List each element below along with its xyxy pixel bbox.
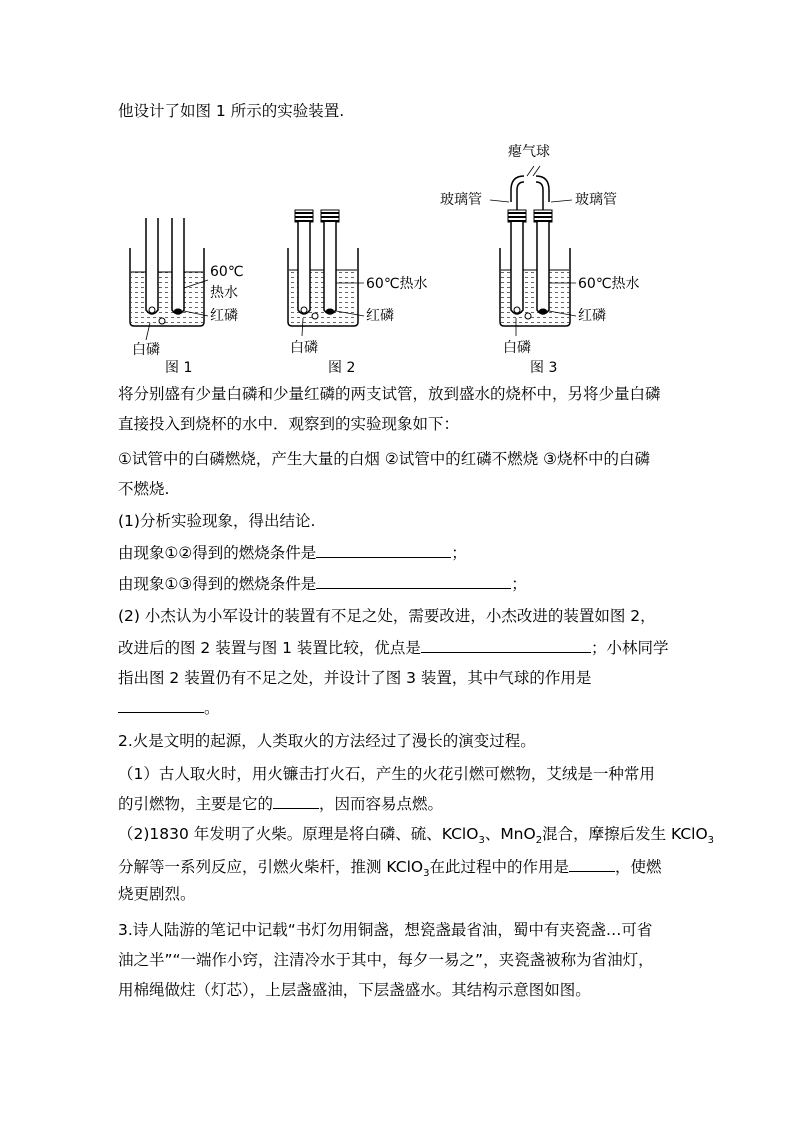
item-2-q2-line3: 烧更剧烈。 xyxy=(118,885,196,903)
subscript: 3 xyxy=(423,868,430,880)
item-3-line3: 用棉绳做炷（灯芯），上层盏盛油，下层盏盛水。其结构示意图如图。 xyxy=(118,981,591,999)
q2-advantage-text: 改进后的图 2 装置与图 1 装置比较，优点是 xyxy=(118,639,421,657)
fig3-caption: 图 3 xyxy=(530,360,558,376)
figure-3 xyxy=(440,144,640,376)
question-2-line4 xyxy=(118,697,220,718)
item-2-q1-line2 xyxy=(118,793,443,814)
item2-q2-text-a: （2)1830 年发明了火柴。原理是将白磷、硫、KClO xyxy=(118,825,479,843)
question-2-line1: (2) 小杰认为小军设计的装置有不足之处，需要改进，小杰改进的装置如图 2， xyxy=(118,607,656,625)
figure-1 xyxy=(130,218,244,376)
fig3-glass-tube-right-label: 玻璃管 xyxy=(575,192,617,208)
fig1-caption: 图 1 xyxy=(165,360,193,376)
fig2-caption: 图 2 xyxy=(328,360,356,376)
fig2-red-p-label: 红磷 xyxy=(366,308,394,324)
fig3-red-p-label: 红磷 xyxy=(578,308,606,324)
item2-q1-suffix: ，因而容易点燃。 xyxy=(319,795,444,813)
fig2-hot-water-label: 60℃热水 xyxy=(366,276,428,292)
q1a-suffix: ； xyxy=(451,544,467,562)
phenomena-line2: 不燃烧. xyxy=(118,480,170,498)
para1-line1: 将分别盛有少量白磷和少量红磷的两支试管，放到盛水的烧杯中，另将少量白磷 xyxy=(118,385,661,403)
question-2-line2 xyxy=(118,637,668,658)
q1b-suffix: ； xyxy=(511,575,527,593)
question-1b xyxy=(118,573,527,594)
item2-q2-text-d: 分解等一系列反应，引燃火柴杆，推测 KClO xyxy=(118,858,424,876)
answer-blank-item2-q2[interactable] xyxy=(569,856,615,872)
apparatus-diagram xyxy=(110,140,690,380)
fig1-red-p-label: 红磷 xyxy=(210,308,238,324)
question-1a xyxy=(118,542,467,563)
subscript: 3 xyxy=(478,835,485,847)
item2-q1-prefix: 的引燃物，主要是它的 xyxy=(118,795,274,813)
q1a-text: 由现象①②得到的燃烧条件是 xyxy=(118,544,317,562)
q2-line2-suffix: ；小林同学 xyxy=(590,639,669,657)
fig1-white-p-label: 白磷 xyxy=(132,342,160,358)
item-2-q2-line1 xyxy=(118,824,715,847)
fig3-glass-tube-left-label: 玻璃管 xyxy=(440,192,482,208)
item-3-line1: 3.诗人陆游的笔记中记载“书灯勿用铜盏，想瓷盏最省油，蜀中有夹瓷盏…可省 xyxy=(118,921,653,939)
fig1-temp-label: 60℃ xyxy=(210,264,244,280)
item-3-line2: 油之半”“一端作小窍，注清冷水于其中，每夕一易之”，夹瓷盏被称为省油灯， xyxy=(118,951,654,969)
item-2-q2-line2 xyxy=(118,856,662,880)
item2-q2-text-f: ，使燃 xyxy=(614,858,662,876)
q1b-text: 由现象①③得到的燃烧条件是 xyxy=(118,575,317,593)
answer-blank-q1a[interactable] xyxy=(316,542,451,558)
question-1: (1)分析实验现象，得出结论. xyxy=(118,512,316,530)
intro-text: 他设计了如图 1 所示的实验装置. xyxy=(118,102,345,120)
answer-blank-q2-balloon[interactable] xyxy=(118,697,204,713)
answer-blank-q1b[interactable] xyxy=(316,573,511,589)
item2-q2-text-c: 混合，摩擦后发生 KClO xyxy=(542,825,708,843)
question-2-line3: 指出图 2 装置仍有不足之处，并设计了图 3 装置，其中气球的作用是 xyxy=(118,669,592,687)
fig3-white-p-label: 白磷 xyxy=(503,340,531,356)
subscript: 2 xyxy=(535,835,543,847)
item-2-q1-line1: （1）古人取火时，用火镰击打火石，产生的火花引燃可燃物，艾绒是一种常用 xyxy=(118,765,655,783)
fig3-hot-water-label: 60℃热水 xyxy=(578,276,640,292)
subscript: 3 xyxy=(707,835,715,847)
experiment-figure xyxy=(110,140,690,380)
para1-line2: 直接投入到烧杯的水中．观察到的实验现象如下： xyxy=(118,415,460,433)
item-2-title: 2.火是文明的起源，人类取火的方法经过了漫长的演变过程。 xyxy=(118,732,536,750)
phenomena-line1: ①试管中的白磷燃烧，产生大量的白烟 ②试管中的红磷不燃烧 ③烧杯中的白磷 xyxy=(118,450,651,468)
figure-2 xyxy=(288,210,428,376)
fig3-balloon-label: 瘪气球 xyxy=(508,144,550,160)
fig1-hot-water-label: 热水 xyxy=(210,285,238,301)
fig2-white-p-label: 白磷 xyxy=(290,340,318,356)
answer-blank-item2-q1[interactable] xyxy=(273,793,319,809)
item2-q2-text-e: 在此过程中的作用是 xyxy=(429,858,569,876)
q2-line4-suffix: 。 xyxy=(204,699,220,717)
item2-q2-text-b: 、MnO xyxy=(484,825,536,843)
answer-blank-q2-advantage[interactable] xyxy=(421,637,591,653)
